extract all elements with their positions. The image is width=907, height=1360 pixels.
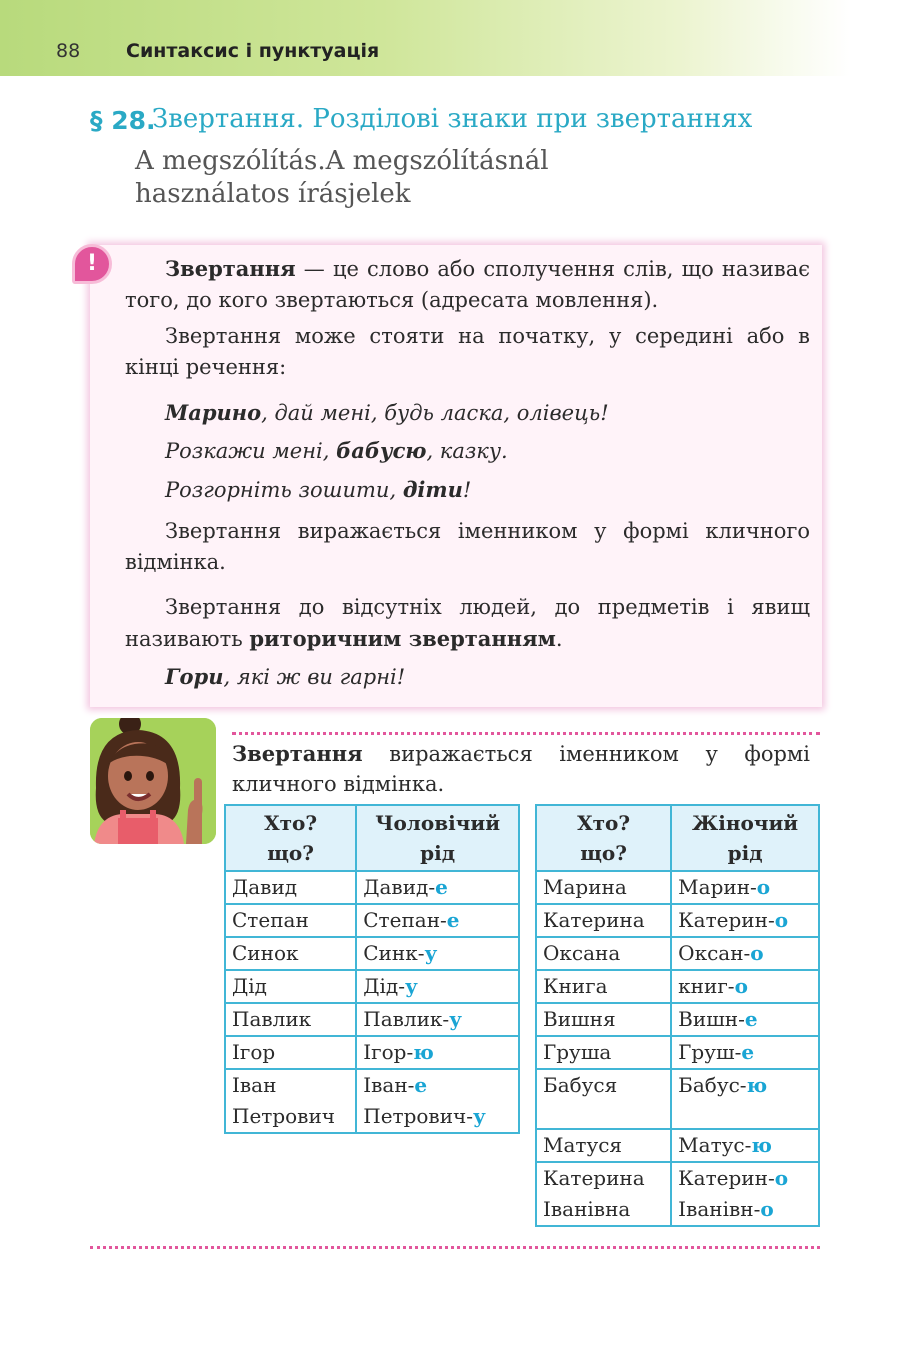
feminine-declension-table <box>535 804 820 1227</box>
vocative-cell <box>356 937 519 970</box>
example-2-b: , казку. <box>426 439 508 463</box>
example-1 <box>125 397 810 429</box>
vocative-stem: Іван- <box>363 1073 415 1097</box>
case-rule-paragraph <box>125 516 810 578</box>
nominative-word: Книга <box>543 974 608 998</box>
vocative-ending-2: о <box>760 1197 774 1221</box>
vocative-stem: Оксан- <box>678 941 751 965</box>
paragraph-title: Звертання. Розділові знаки при звертаннях <box>152 104 753 134</box>
nominative-cell <box>225 1036 356 1069</box>
vocative-cell <box>356 1003 519 1036</box>
dotted-divider-bottom <box>90 1246 820 1249</box>
nominative-cell <box>225 1003 356 1036</box>
nominative-word: Дід <box>232 974 267 998</box>
example-1-bold: Марино <box>165 400 262 425</box>
vocative-stem: Синк- <box>363 941 425 965</box>
vocative-ending: е <box>741 1040 755 1064</box>
nominative-cell <box>536 1129 671 1162</box>
nominative-word: Ігор <box>232 1040 276 1064</box>
nominative-word: Оксана <box>543 941 621 965</box>
rhetorical-term: риторичним звертанням <box>249 626 556 651</box>
table-row <box>225 904 519 937</box>
vocative-cell <box>671 1036 819 1069</box>
page-number: 88 <box>56 40 81 62</box>
vocative-stem: Груш- <box>678 1040 742 1064</box>
paragraph-number: § 28. <box>90 106 156 135</box>
nominative-cell <box>536 1069 671 1129</box>
vocative-ending: у <box>404 974 418 998</box>
example-3-a: Розгорніть зошити, <box>165 478 403 502</box>
definition-term: Звертання <box>165 256 296 281</box>
position-paragraph <box>125 321 810 383</box>
vocative-ending: о <box>774 908 789 932</box>
nominative-word: Марина <box>543 875 627 899</box>
vocative-stem: Давид- <box>363 875 436 899</box>
paragraph-subtitle <box>135 145 549 211</box>
girl-illustration <box>90 718 216 844</box>
definition-paragraph <box>125 253 810 316</box>
question-header-line-1: Хто? <box>264 811 318 835</box>
nominative-cell <box>536 937 671 970</box>
table-row <box>536 1129 819 1162</box>
nominative-cell <box>225 871 356 904</box>
example-3-b: ! <box>462 478 472 502</box>
table-row <box>536 1003 819 1036</box>
vocative-cell <box>671 871 819 904</box>
vocative-cell <box>356 904 519 937</box>
nominative-word-2: Петрович <box>232 1104 335 1128</box>
table-row <box>225 1069 519 1133</box>
vocative-ending: ю <box>746 1073 768 1097</box>
vocative-cell <box>671 1069 819 1129</box>
rhetorical-paragraph <box>125 592 810 655</box>
header-band <box>0 0 850 76</box>
vocative-stem: Катерин- <box>678 908 775 932</box>
dotted-divider-top <box>232 732 820 735</box>
vocative-cell <box>356 1036 519 1069</box>
vocative-stem: Вишн- <box>678 1007 745 1031</box>
table-row <box>536 1162 819 1226</box>
rhetorical-text-a: Звертання до відсутніх людей, до предметів і явищ називають <box>125 595 810 651</box>
nominative-cell <box>536 904 671 937</box>
example-4 <box>125 661 810 693</box>
vocative-stem: Бабус- <box>678 1073 747 1097</box>
vocative-ending-2: у <box>473 1104 486 1128</box>
vocative-cell <box>356 871 519 904</box>
vocative-ending: у <box>449 1007 462 1031</box>
vocative-stem-2: Іванівн- <box>678 1197 761 1221</box>
nominative-cell <box>536 970 671 1003</box>
vocative-stem: Матус- <box>678 1133 752 1157</box>
example-3-bold: діти <box>402 477 463 502</box>
nominative-word: Павлик <box>232 1007 312 1031</box>
running-head: Синтаксис і пунктуація <box>126 40 380 62</box>
vocative-ending: е <box>744 1007 758 1031</box>
table-header-row <box>225 805 519 871</box>
nominative-word: Матуся <box>543 1133 623 1157</box>
vocative-cell <box>671 904 819 937</box>
vocative-cell <box>671 970 819 1003</box>
nominative-cell <box>225 904 356 937</box>
nominative-word: Давид <box>232 875 298 899</box>
vocative-cell <box>356 970 519 1003</box>
nominative-word: Вишня <box>543 1007 616 1031</box>
vocative-stem: Ігор- <box>363 1040 414 1064</box>
vocative-stem: Павлик- <box>363 1007 450 1031</box>
note-line-2: кличного відмінка. <box>232 772 445 796</box>
case-rule-text: Звертання виражається іменником у формі кличного відмінка. <box>125 519 810 574</box>
vocative-ending: е <box>446 908 460 932</box>
nominative-cell <box>225 970 356 1003</box>
gender-header-line-2: рід <box>727 841 763 865</box>
nominative-word-2: Іванівна <box>543 1197 631 1221</box>
table-row <box>536 937 819 970</box>
nominative-word: Катерина <box>543 908 645 932</box>
masculine-declension-table <box>224 804 520 1134</box>
table-row <box>536 970 819 1003</box>
vocative-ending: о <box>734 974 748 998</box>
table-row <box>225 871 519 904</box>
vocative-cell <box>671 1129 819 1162</box>
nominative-word: Синок <box>232 941 299 965</box>
nominative-word: Іван <box>232 1073 277 1097</box>
nominative-cell <box>225 1069 356 1133</box>
nominative-word: Степан <box>232 908 309 932</box>
vocative-ending: у <box>424 941 438 965</box>
vocative-ending: о <box>750 941 764 965</box>
nominative-word: Катерина <box>543 1166 645 1190</box>
question-header-line-1: Хто? <box>577 811 631 835</box>
question-header-line-2: що? <box>267 841 314 865</box>
vocative-ending: ю <box>413 1040 434 1064</box>
feminine-gender-header <box>671 805 819 871</box>
vocative-ending: о <box>756 875 771 899</box>
vocative-stem: Степан- <box>363 908 447 932</box>
table-row <box>536 871 819 904</box>
vocative-ending: е <box>414 1073 428 1097</box>
table-row <box>536 904 819 937</box>
masculine-gender-header <box>356 805 519 871</box>
nominative-cell <box>536 1162 671 1226</box>
table-row <box>225 970 519 1003</box>
girl-illustration-icon <box>90 718 216 844</box>
vocative-stem: книг- <box>678 974 735 998</box>
rhetorical-text-b: . <box>555 627 563 651</box>
nominative-cell <box>536 1036 671 1069</box>
table-header-row <box>536 805 819 871</box>
vocative-ending: ю <box>751 1133 772 1157</box>
vocative-stem-2: Петрович- <box>363 1104 474 1128</box>
definition-text: — це слово або сполучення слів, що називає того, до кого звертаються (адресата мовлення). <box>125 257 810 312</box>
example-2 <box>125 435 810 467</box>
gender-header-line-1: Чоловічий <box>375 811 501 835</box>
exclamation-icon: ! <box>72 244 112 284</box>
vocative-stem: Катерин- <box>678 1166 775 1190</box>
position-text: Звертання може стояти на початку, у середині або в кінці речення: <box>125 324 810 379</box>
subtitle-line-2: használatos írásjelek <box>135 179 411 209</box>
vocative-cell <box>356 1069 519 1133</box>
nominative-word: Бабуся <box>543 1073 618 1097</box>
question-header <box>536 805 671 871</box>
subtitle-line-1: A megszólítás.A megszólításnál <box>135 146 549 176</box>
vocative-stem: Марин- <box>678 875 757 899</box>
question-header-line-2: що? <box>580 841 627 865</box>
vocative-ending: е <box>435 875 448 899</box>
nominative-cell <box>225 937 356 970</box>
table-row <box>225 1036 519 1069</box>
nominative-cell <box>536 871 671 904</box>
example-4-bold: Гори <box>165 664 224 689</box>
example-1-rest: , дай мені, будь ласка, олівець! <box>261 401 609 425</box>
example-2-a: Розкажи мені, <box>165 439 337 463</box>
note-line-1 <box>232 738 810 770</box>
table-row <box>536 1036 819 1069</box>
example-4-rest: , які ж ви гарні! <box>223 665 406 689</box>
note-line-1-rest: виражається іменником у формі <box>362 742 810 766</box>
note-term: Звертання <box>232 741 363 766</box>
vocative-cell <box>671 1003 819 1036</box>
table-row <box>225 1003 519 1036</box>
question-header <box>225 805 356 871</box>
gender-header-line-1: Жіночий <box>692 811 799 835</box>
vocative-stem: Дід- <box>363 974 405 998</box>
table-row <box>225 937 519 970</box>
vocative-ending: о <box>774 1166 789 1190</box>
example-3 <box>125 474 810 506</box>
nominative-cell <box>536 1003 671 1036</box>
table-row <box>536 1069 819 1129</box>
vocative-cell <box>671 937 819 970</box>
vocative-cell <box>671 1162 819 1226</box>
gender-header-line-2: рід <box>420 841 456 865</box>
nominative-word: Груша <box>543 1040 612 1064</box>
example-2-bold: бабусю <box>336 438 427 463</box>
